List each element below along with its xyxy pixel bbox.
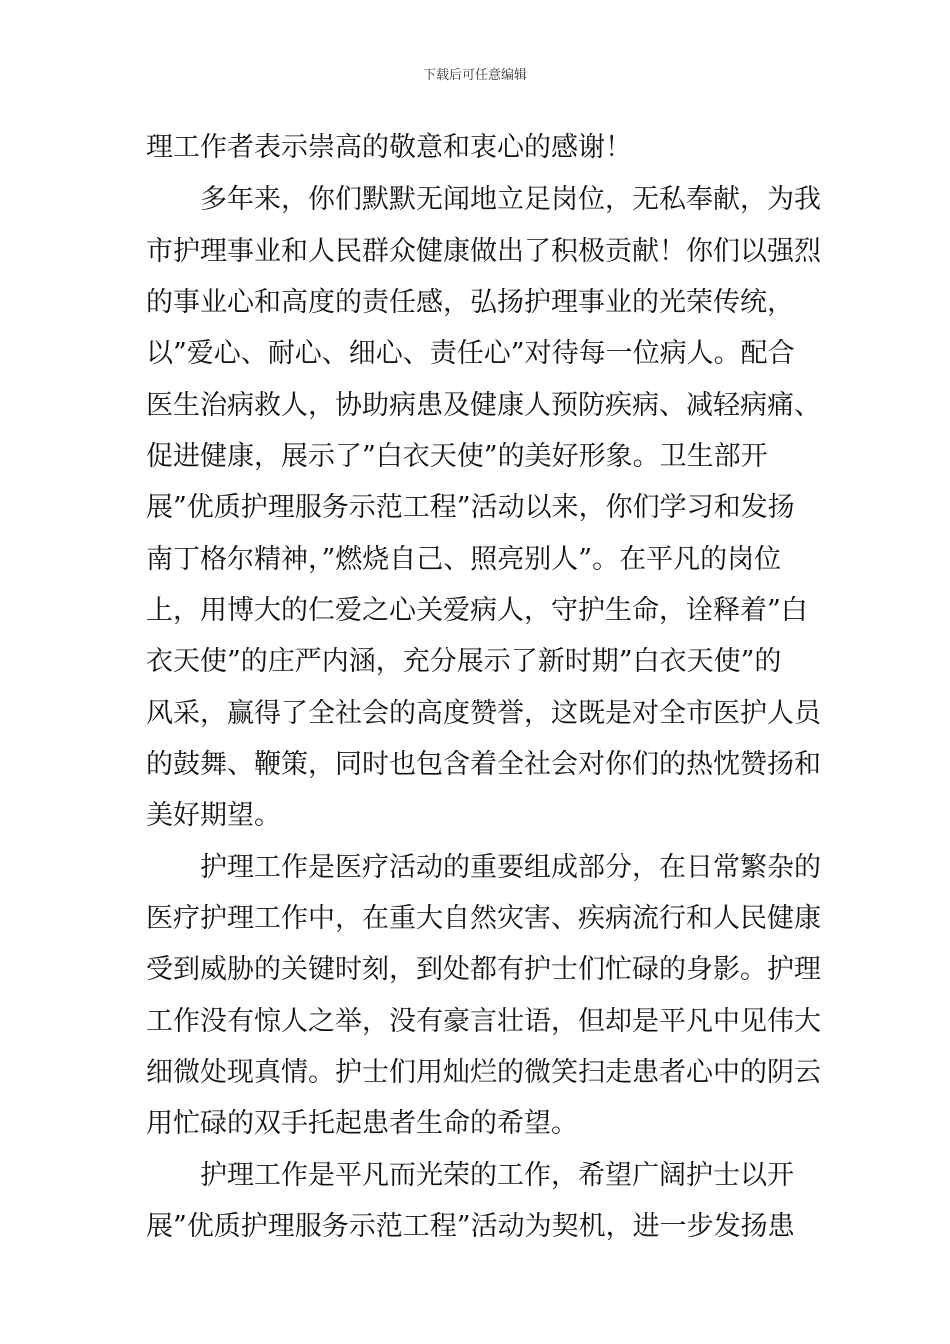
text-line: 受到威胁的关键时刻，到处都有护士们忙碌的身影。护理: [146, 954, 821, 985]
text-line: 促进健康，展示了”白衣天使”的美好形象。卫生部开: [146, 441, 768, 472]
text-line: 多年来，你们默默无闻地立足岗位，无私奉献，为我: [146, 184, 821, 215]
page-header-note: 下载后可任意编辑: [422, 68, 527, 83]
text-line: 理工作者表示崇高的敬意和衷心的感谢！: [146, 132, 632, 163]
text-line: 美好期望。: [146, 800, 281, 831]
text-line: 展”优质护理服务示范工程”活动为契机，进一步发扬患: [146, 1211, 795, 1242]
text-line: 用忙碌的双手托起患者生命的希望。: [146, 1108, 578, 1139]
text-line: 南丁格尔精神，”燃烧自己、照亮别人”。在平凡的岗位: [146, 544, 782, 575]
text-line: 的事业心和高度的责任感，弘扬护理事业的光荣传统，: [146, 287, 794, 318]
text-line: 护理工作是平凡而光荣的工作，希望广阔护士以开: [146, 1160, 794, 1191]
text-line: 以”爱心、耐心、细心、责任心”对待每一位病人。配合: [146, 338, 795, 369]
text-line: 医疗护理工作中，在重大自然灾害、疾病流行和人民健康: [146, 903, 821, 934]
text-line: 展”优质护理服务示范工程”活动以来，你们学习和发扬: [146, 492, 795, 523]
text-line: 衣天使”的庄严内涵，充分展示了新时期”白衣天使”的: [146, 646, 782, 677]
text-line: 工作没有惊人之举，没有豪言壮语，但却是平凡中见伟大: [146, 1006, 821, 1037]
text-line: 医生治病救人，协助病患及健康人预防疾病、减轻病痛、: [146, 390, 821, 421]
text-line: 市护理事业和人民群众健康做出了积极贡献！你们以强烈: [146, 236, 821, 267]
text-line: 上，用博大的仁爱之心关爱病人，守护生命，诠释着”白: [146, 595, 808, 626]
text-line: 风采，赢得了全社会的高度赞誉，这既是对全市医护人员: [146, 698, 821, 729]
text-line: 的鼓舞、鞭策，同时也包含着全社会对你们的热忱赞扬和: [146, 749, 821, 780]
text-line: 护理工作是医疗活动的重要组成部分，在日常繁杂的: [146, 852, 821, 883]
text-line: 细微处现真情。护士们用灿烂的微笑扫走患者心中的阴云: [146, 1057, 821, 1088]
